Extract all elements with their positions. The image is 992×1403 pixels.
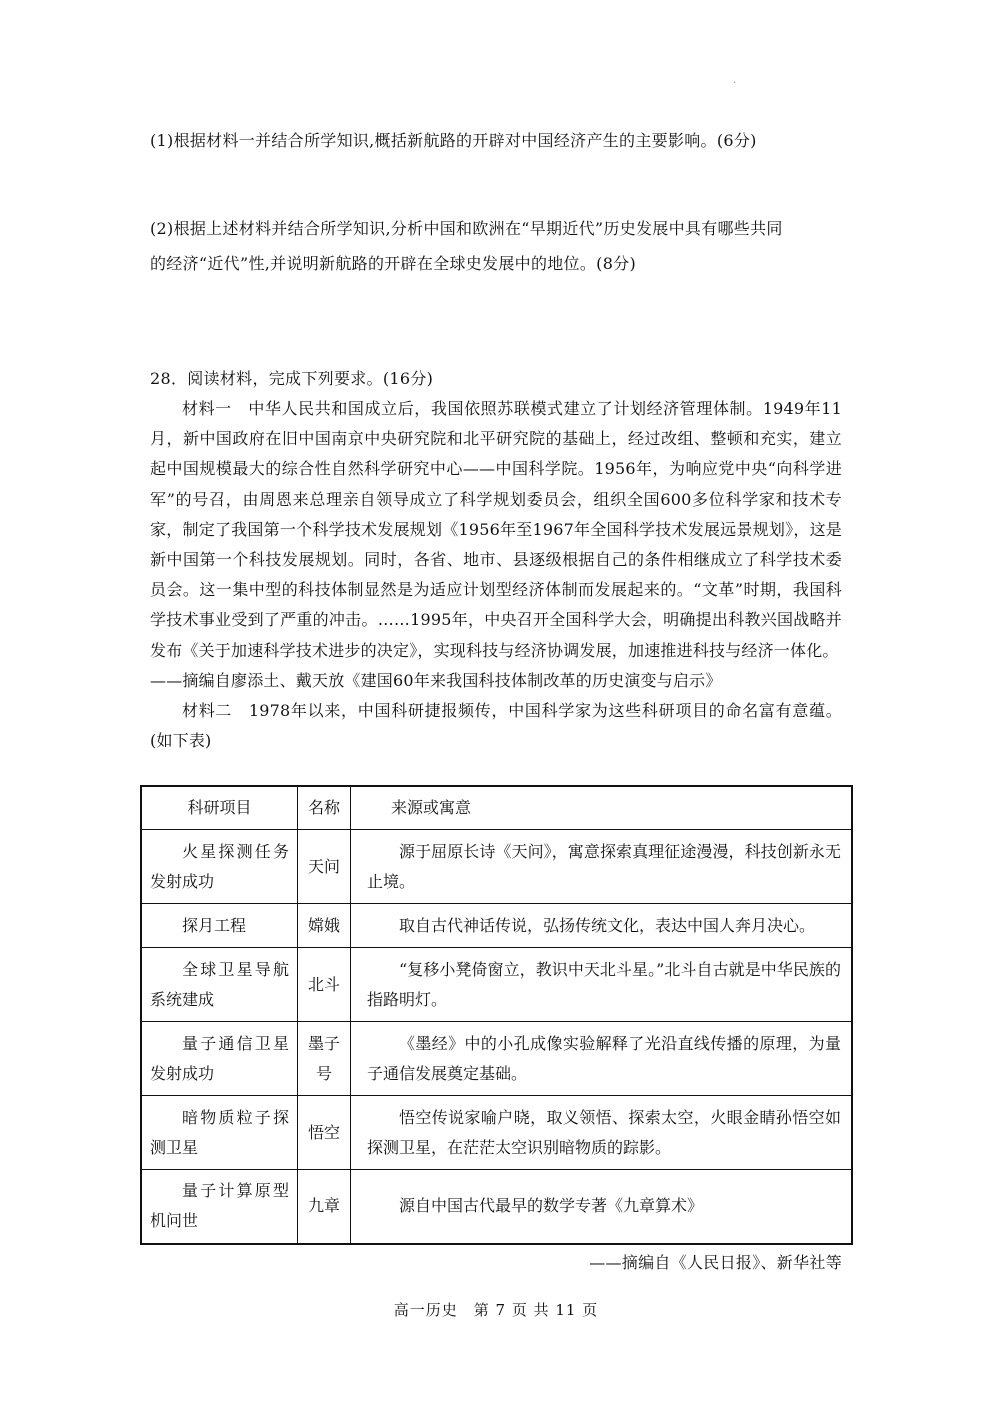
question-1: (1)根据材料一并结合所学知识,概括新航路的开辟对中国经济产生的主要影响。(6分) (150, 131, 757, 150)
question-2-line-1: (2)根据上述材料并结合所学知识,分析中国和欧洲在“早期近代”历史发展中具有哪些共同 (150, 219, 783, 238)
table-row (141, 1096, 852, 1170)
row-project: 探月工程 (182, 915, 247, 935)
row-project: 暗物质粒子探测卫星 (150, 1107, 289, 1157)
row-project: 全球卫星导航系统建成 (150, 959, 289, 1009)
row-name: 九章 (307, 1196, 340, 1216)
table-row (141, 904, 852, 948)
row-name: 悟空 (307, 1122, 340, 1142)
row-project: 量子计算原型机问世 (150, 1181, 289, 1231)
header-meaning: 来源或寓意 (351, 786, 853, 830)
row-name: 北斗 (307, 974, 340, 994)
row-meaning: 《墨经》中的小孔成像实验解释了光沿直线传播的原理，为量子通信发展奠定基础。 (367, 1033, 841, 1083)
row-name: 嫦娥 (307, 915, 340, 935)
question-2-line-2: 的经济“近代”性,并说明新航路的开辟在全球史发展中的地位。(8分) (150, 254, 637, 273)
research-naming-table (140, 785, 853, 1245)
material-2-text: 材料二 1978年以来，中国科研捷报频传，中国科学家为这些科研项目的命名富有意蕴。(如下表) (150, 701, 842, 751)
material-1-block (150, 394, 842, 756)
question-28-heading: 28．阅读材料，完成下列要求。(16分) (150, 369, 434, 388)
row-project: 量子通信卫星发射成功 (150, 1033, 289, 1083)
material-1-source: ——摘编自廖添土、戴天放《建国60年来我国科技体制改革的历史演变与启示》 (150, 670, 722, 690)
row-meaning: “复移小凳倚窗立，教识中天北斗星。”北斗自古就是中华民族的指路明灯。 (367, 959, 841, 1009)
row-meaning: 悟空传说家喻户晓，取义领悟、探索太空，火眼金睛孙悟空如探测卫星，在茫茫太空识别暗物质的踪影。 (367, 1107, 841, 1157)
row-project: 火星探测任务发射成功 (150, 841, 289, 891)
table-row (141, 948, 852, 1022)
row-meaning: 源于屈原长诗《天问》，寓意探索真理征途漫漫，科技创新永无止境。 (367, 841, 841, 891)
material-1-text: 材料一 中华人民共和国成立后，我国依照苏联模式建立了计划经济管理体制。1949年11月，新中国政府在旧中国南京中央研究院和北平研究院的基础上，经过改组、整顿和充实，建立起中国规模最大的综合性自然科学研究中心——中国科学院。1956年，为响应党中央“向科学进军”的号召，由周恩来总理亲自领导成立了科学规划委员会，组织全国600多位科学家和技术专家，制定了我国第一个科学技术发展规划《1956年至1967年全国科学技术发展远景规划》，这是新中国第一个科技发展规划。同时，各省、地市、县逐级根据自己的条件相继成立了科学技术委员会。这一集中型的科技体制显然是为适应计划型经济体制而发展起来的。“文革”时期，我国科学技术事业受到了严重的冲击。……1995年，中央召开全国科学大会，明确提出科教兴国战略并发布《关于加速科学技术进步的决定》，实现科技与经济协调发展，加速推进科技与经济一体化。 (150, 399, 842, 660)
row-meaning: 源自中国古代最早的数学专著《九章算术》 (399, 1196, 704, 1216)
row-meaning: 取自古代神话传说，弘扬传统文化，表达中国人奔月决心。 (399, 915, 816, 935)
table-row (141, 1022, 852, 1096)
header-project: 科研项目 (141, 786, 298, 830)
page-footer: 高一历史 第 7 页 共 11 页 (393, 1301, 599, 1319)
header-name: 名称 (298, 786, 351, 830)
table-header-row (141, 786, 852, 830)
row-name: 天问 (307, 856, 340, 876)
table-source: ——摘编自《人民日报》、新华社等 (589, 1253, 842, 1272)
table-row (141, 1170, 852, 1244)
row-name: 墨子号 (307, 1033, 340, 1083)
table-row (141, 830, 852, 904)
corner-mark: · (733, 78, 737, 89)
